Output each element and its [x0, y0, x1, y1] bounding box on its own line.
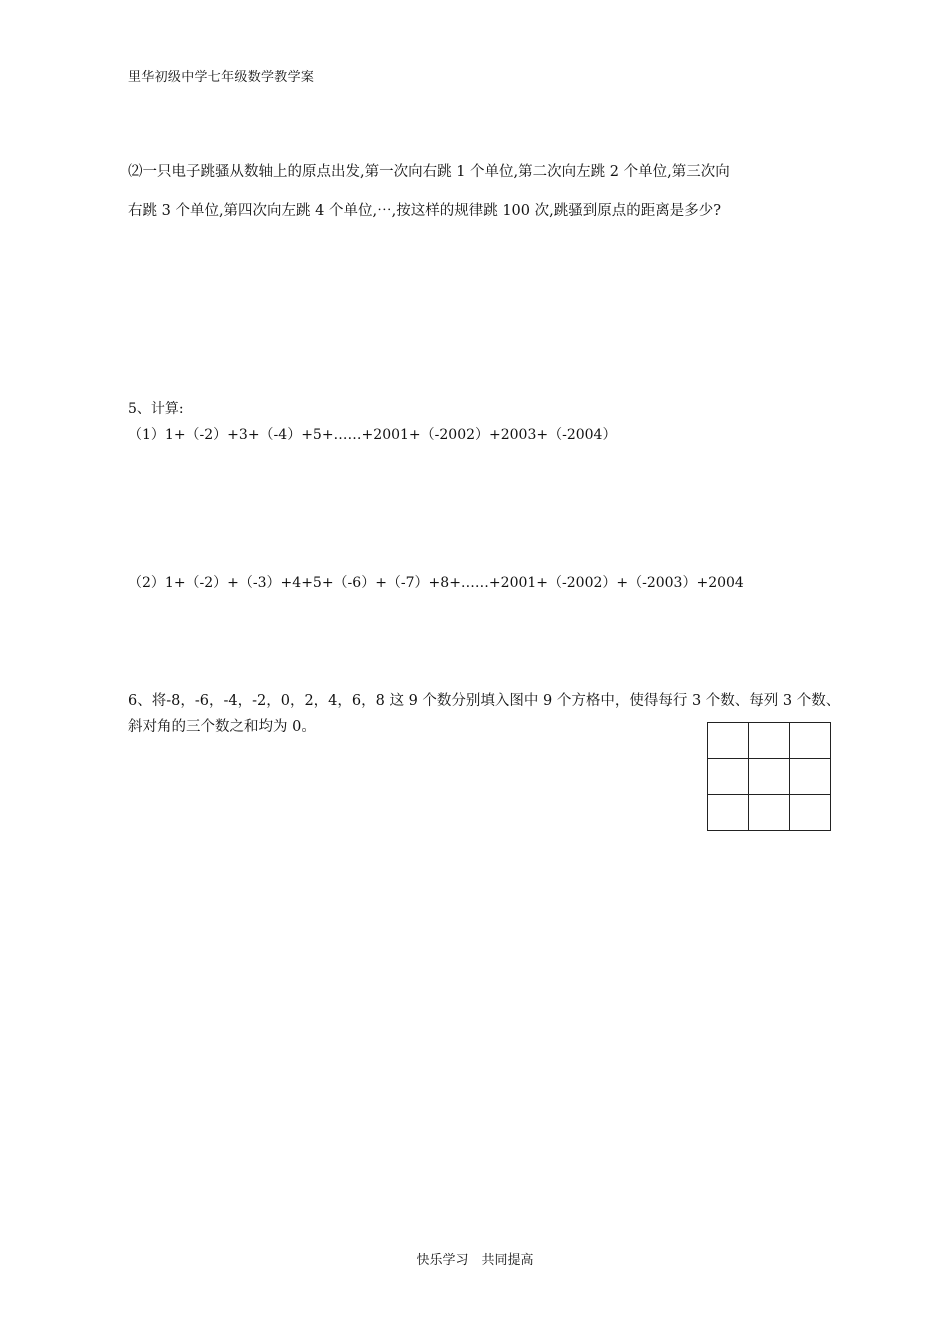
grid-cell [749, 723, 790, 759]
question-5-item-1: （1）1+（-2）+3+（-4）+5+……+2001+（-2002）+2003+（-2004） [128, 427, 617, 443]
question-5-item-2: （2）1+（-2）+（-3）+4+5+（-6）+（-7）+8+……+2001+（-2002）+（-2003）+2004 [128, 575, 744, 591]
question-4-part-2-line-1: ⑵一只电子跳骚从数轴上的原点出发,第一次向右跳 1 个单位,第二次向左跳 2 个单位,第三次向 [128, 164, 730, 180]
question-6-line-2: 斜对角的三个数之和均为 0。 [128, 719, 316, 735]
grid-row [708, 723, 831, 759]
grid-cell [790, 795, 831, 831]
grid-row [708, 795, 831, 831]
grid-cell [708, 795, 749, 831]
document-header: 里华初级中学七年级数学教学案 [128, 70, 315, 85]
grid-cell [708, 759, 749, 795]
grid-cell [708, 723, 749, 759]
grid-cell [749, 795, 790, 831]
question-6-line-1: 6、将-8，-6，-4，-2，0，2，4，6，8 这 9 个数分别填入图中 9 个方格中，使得每行 3 个数、每列 3 个数、 [128, 693, 841, 709]
grid-cell [749, 759, 790, 795]
question-5-title: 5、计算: [128, 401, 184, 417]
magic-square-grid [707, 722, 831, 831]
document-footer: 快乐学习 共同提高 [416, 1253, 534, 1268]
grid-cell [790, 759, 831, 795]
question-4-part-2-line-2: 右跳 3 个单位,第四次向左跳 4 个单位,⋯,按这样的规律跳 100 次,跳骚到原点的距离是多少? [128, 203, 721, 219]
grid-cell [790, 723, 831, 759]
grid-row [708, 759, 831, 795]
